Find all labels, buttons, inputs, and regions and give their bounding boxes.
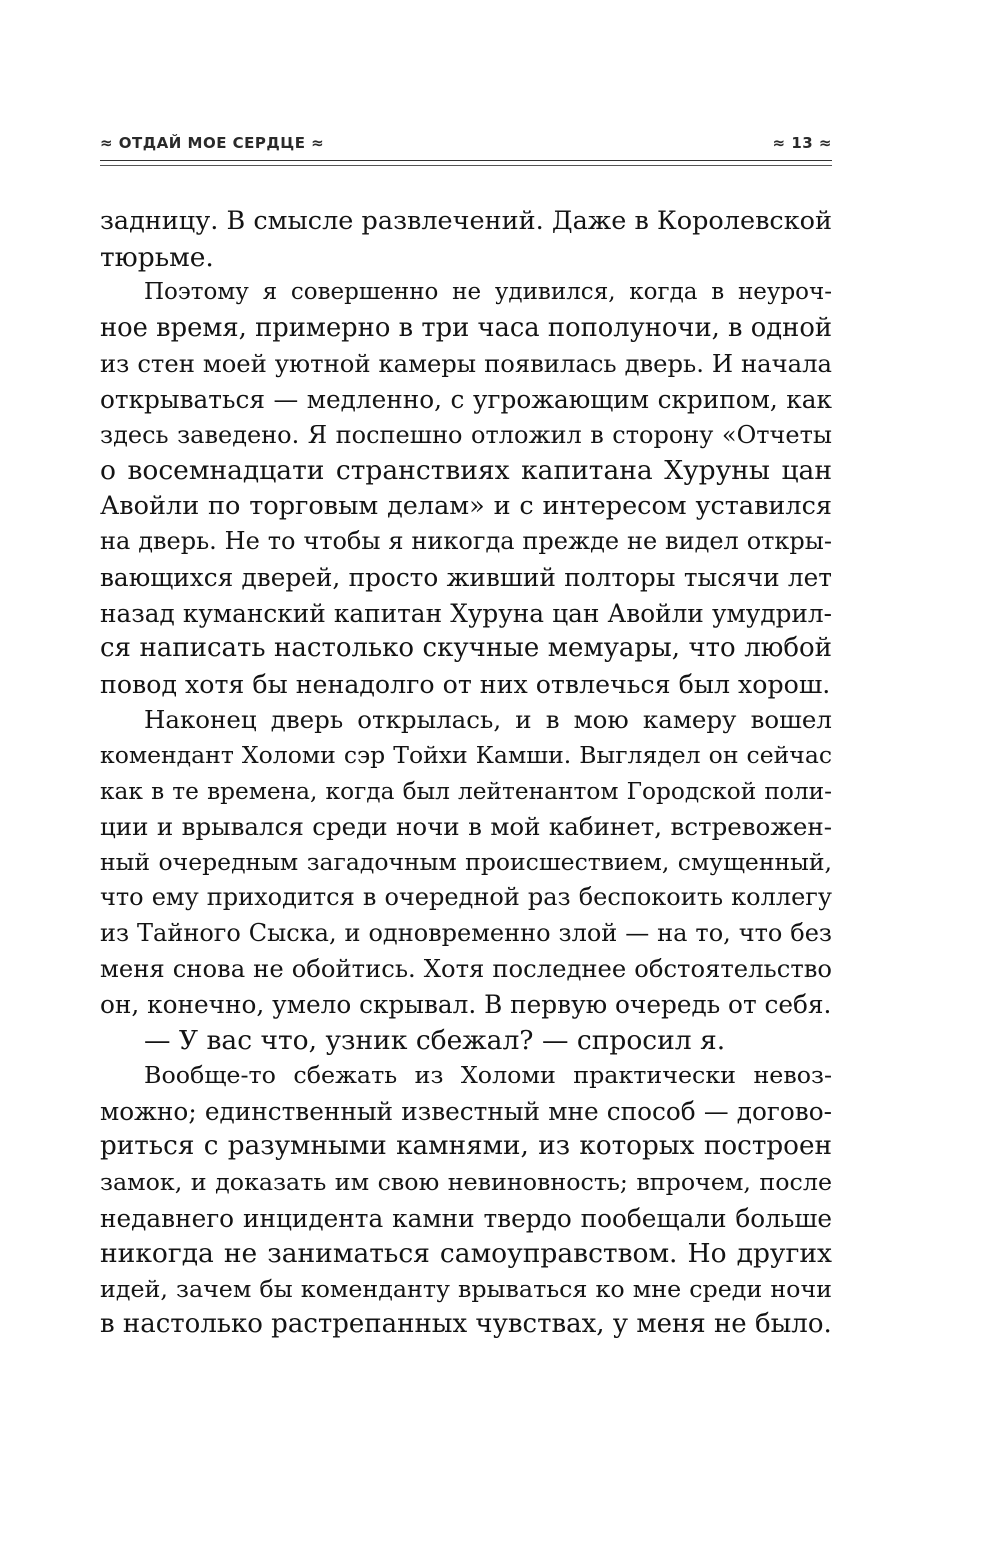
- text-line: открываться — медленно, с угрожающим скрипом, как: [100, 384, 832, 414]
- text-line: идей, зачем бы коменданту врываться ко мне среди ночи: [100, 1274, 832, 1303]
- text-line: ции и врывался среди ночи в мой кабинет, встревожен-: [100, 812, 832, 842]
- text-line: здесь заведено. Я поспешно отложил в сторону «Отчеты: [100, 420, 832, 449]
- text-line: как в те времена, когда был лейтенантом Городской поли-: [100, 777, 832, 805]
- text-line: на дверь. Не то чтобы я никогда прежде не видел откры-: [100, 527, 832, 556]
- text-line: он, конечно, умело скрывал. В первую очередь от себя.: [100, 990, 832, 1020]
- text-line: Вообще-то сбежать из Холоми практически невоз-: [144, 1061, 832, 1090]
- text-line: Наконец дверь открылась, и в мою камеру вошел: [144, 705, 832, 735]
- text-line: повод хотя бы ненадолго от них отвлечься был хорош.: [100, 669, 831, 699]
- text-line: задницу. В смысле развлечений. Даже в Королевской: [100, 206, 832, 236]
- text-line: вающихся дверей, просто живший полторы тысячи лет: [100, 562, 832, 592]
- running-header: [100, 128, 832, 158]
- text-line: в настолько растрепанных чувствах, у меня не было.: [100, 1309, 832, 1340]
- header-rule: [100, 160, 832, 161]
- page-number: ≈ 13 ≈: [772, 134, 832, 152]
- text-line: Поэтому я совершенно не удивился, когда в неуроч-: [144, 279, 832, 306]
- text-line: что ему приходится в очередной раз беспокоить коллегу: [100, 883, 832, 912]
- paragraph-5: [100, 1058, 832, 1343]
- text-line: назад куманский капитан Хуруна цан Авойли умудрил-: [100, 598, 832, 628]
- text-line: комендант Холоми сэр Тойхи Камши. Выглядел он сейчас: [100, 740, 832, 769]
- text-line: тюрьме.: [100, 241, 214, 273]
- paragraph-2: [100, 275, 832, 702]
- text-line: ный очередным загадочным происшествием, смущенный,: [100, 847, 832, 876]
- text-line: ся написать настолько скучные мемуары, что любой: [100, 633, 832, 664]
- text-line: из Тайного Сыска, и одновременно злой — на то, что без: [100, 918, 832, 947]
- text-line: никогда не заниматься самоуправством. Но других: [100, 1238, 832, 1270]
- text-line: меня снова не обойтись. Хотя последнее обстоятельство: [100, 954, 832, 984]
- text-line: Авойли по торговым делам» и с интересом уставился: [100, 490, 832, 521]
- text-line: можно; единственный известный мне способ — догово-: [100, 1096, 832, 1126]
- text-line: — У вас что, узник сбежал? — спросил я.: [144, 1024, 726, 1056]
- paragraph-4-dialogue: [100, 1023, 832, 1059]
- text-line: замок, и доказать им свою невиновность; впрочем, после: [100, 1168, 832, 1197]
- body-text: [100, 204, 832, 1343]
- book-title-header: ≈ ОТДАЙ МОЕ СЕРДЦЕ ≈: [100, 134, 325, 152]
- text-line: недавнего инцидента камни твердо пообещали больше: [100, 1203, 832, 1233]
- text-line: о восемнадцати странствиях капитана Хуруны цан: [100, 455, 832, 487]
- text-line: из стен моей уютной камеры появилась дверь. И начала: [100, 349, 832, 379]
- paragraph-3: [100, 702, 832, 1022]
- text-line: ное время, примерно в три часа пополуночи, в одной: [100, 312, 832, 343]
- text-line: риться с разумными камнями, из которых построен: [100, 1131, 832, 1162]
- header-rule-thin: [100, 165, 832, 166]
- paragraph-1: [100, 204, 832, 275]
